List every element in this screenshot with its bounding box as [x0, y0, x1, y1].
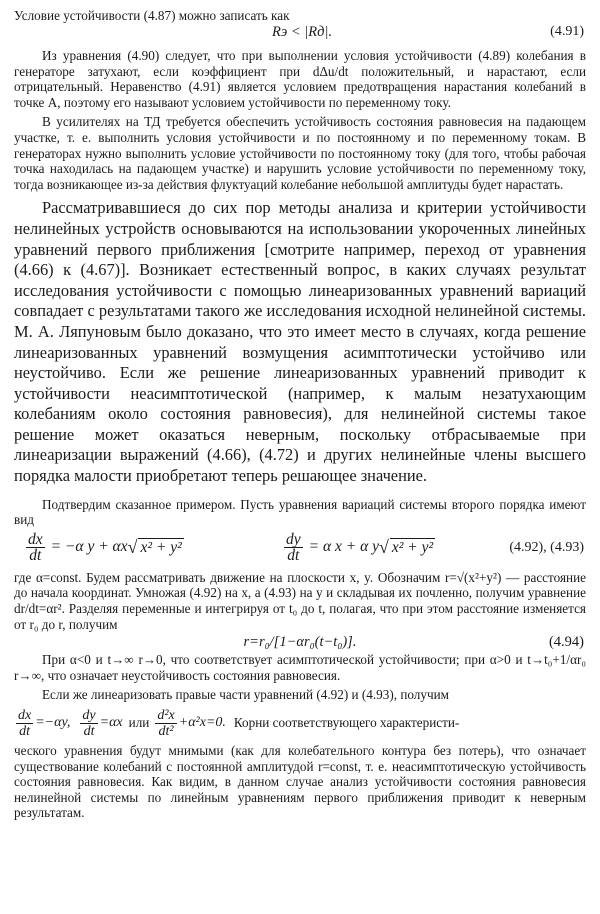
eq-4-91-number: (4.91)	[550, 24, 584, 39]
eq-4-91-block	[14, 8, 586, 44]
paragraph-2: В усилителях на ТД требуется обеспечить устойчивость состояния равновесия на падающем участке, т. е. выполнить условия устойчивости и по постоянному и по переменному токам. В генераторах нужно выполнить условие устойчивости по постоянному току (для того, чтобы рабочая точка находилась на падающем участке) и нарушить условие устойчивости по переменному току, тогда возникающее из-за действия флуктуаций колебание небольшой амплитуды будет нарастать.	[14, 114, 586, 192]
eq-4-93-derivative	[284, 532, 303, 563]
lin-eq1-num: dx	[18, 707, 32, 723]
eq-4-92-num: dx	[28, 530, 43, 548]
eq-4-91-formula: Rэ < |Rд|.	[272, 24, 333, 40]
eq-4-93-den: dt	[287, 546, 300, 564]
paragraph-3: Рассматривавшиеся до сих пор методы анализа и критерии устойчивости нелинейных устройств основываются на использовании укороченных линейных уравнений первого приближения [смотрите например, переход от уравнения (4.66) к (4.67)]. Возникает естественный вопрос, в каких случаях результат исследования устойчивости с помощью линеаризованных уравнений вариаций совпадает с результатами такого же исследования исходной нелинейной системы. М. А. Ляпуновым было доказано, что это имеет место в случаях, когда решение линеаризованных уравнений возмущения асимптотически устойчиво или неустойчиво. Если же решение линеаризованных уравнений приводит к устойчивости неасимптотической (например, к малым незатухающим колебаниям около состояния равновесия), для нелинейной системы такое решение может оказаться неверным, поскольку отбрасываемые при линеаризации выражений (4.66), (4.72) и других нелинейные члены высшего порядка малости приобретают теперь решающее значение.	[14, 198, 586, 486]
paragraph-1: Из уравнения (4.90) следует, что при выполнении условия устойчивости (4.89) колебания в генераторе затухают, если коэффициент при dΔu/dt положительный, и нарастают, если отрицательный. Неравенство (4.91) является условием предотвращения нарастания колебаний в точке A, поэтому его называют условием устойчивости по переменному току.	[14, 48, 586, 110]
eq-4-93-num: dy	[286, 530, 301, 548]
lin-eq1-den: dt	[19, 723, 31, 739]
lin-or-word: или	[128, 715, 150, 730]
eq-4-93-sqrt-icon: √	[378, 536, 389, 557]
lin-eq3-den: dt²	[158, 723, 174, 739]
eq-4-92-4-93-row	[14, 528, 586, 570]
eq-4-93	[282, 532, 435, 563]
paragraph-6: При α<0 и t→∞ r→0, что соответствует асимптотической устойчивости; при α>0 и t→t₀+1/αr₀ r→∞, что означает неустойчивость состояния равновесия.	[14, 652, 586, 683]
lin-tail-text: Корни соответствующего характеристи-	[233, 715, 460, 730]
lin-eq2-rhs: =αx	[99, 715, 123, 730]
lin-eq3-rhs: +α²x=0.	[178, 715, 226, 730]
lin-eq1-rhs: =−αy,	[35, 715, 71, 730]
eq-4-94-number: (4.94)	[548, 634, 584, 651]
eq-4-92-root: x² + y²	[140, 538, 182, 556]
lin-eq2-den: dt	[83, 723, 95, 739]
paragraph-7-rest: ческого уравнения будут мнимыми (как для колебательного контура без потерь), что означает существование колебаний с постоянной амплитудой r=const, т. е. неасимптотическую устойчивость состояния равновесия. Как видим, в данном случае анализ устойчивости состояния равновесия нелинейной системы по линейным уравнениям первого приближения приводит к неверным результатам.	[14, 743, 586, 821]
lin-eq3-num: d²x	[157, 707, 175, 723]
paragraph-4: Подтвердим сказанное примером. Пусть уравнения вариаций системы второго порядка имеют вид	[14, 496, 586, 528]
lin-eq3-derivative	[155, 708, 176, 739]
paragraph-7-lead: Если же линеаризовать правые части уравнений (4.92) и (4.93), получим	[42, 687, 450, 703]
eq-4-93-rhs: = α x + α y	[308, 538, 379, 556]
eq-4-92-derivative	[26, 532, 45, 563]
eq-4-93-root: x² + y²	[391, 538, 434, 556]
eq-4-92-4-93-numbers: (4.92), (4.93)	[509, 539, 584, 555]
eq-4-91-lead: Условие устойчивости (4.87) можно записать как	[14, 8, 290, 23]
eq-4-94-row	[14, 632, 586, 652]
eq-4-94-formula: r=r₀/[1−αr₀(t−t₀)].	[243, 634, 357, 651]
lin-eq1-derivative	[16, 708, 33, 739]
lin-eq2-derivative	[80, 708, 97, 739]
linearized-eq-row	[14, 703, 586, 743]
eq-4-92-sqrt-icon: √	[127, 536, 138, 557]
lin-eq2-num: dy	[82, 707, 96, 723]
eq-4-92-rhs: = −α y + αx	[50, 538, 128, 556]
eq-4-92	[24, 532, 184, 563]
eq-4-92-den: dt	[29, 546, 42, 564]
paragraph-5: где α=const. Будем рассматривать движение на плоскости x, y. Обозначим r=√(x²+y²) — расстояние до начала координат. Умножая (4.92) на x, а (4.93) на y и складывая их почленно, получим уравнение dr/dt=αr². Разделяя переменные и интегрируя от t₀ до t, полагая, что при этом расстояние изменяется от r₀ до r, получим	[14, 569, 586, 632]
